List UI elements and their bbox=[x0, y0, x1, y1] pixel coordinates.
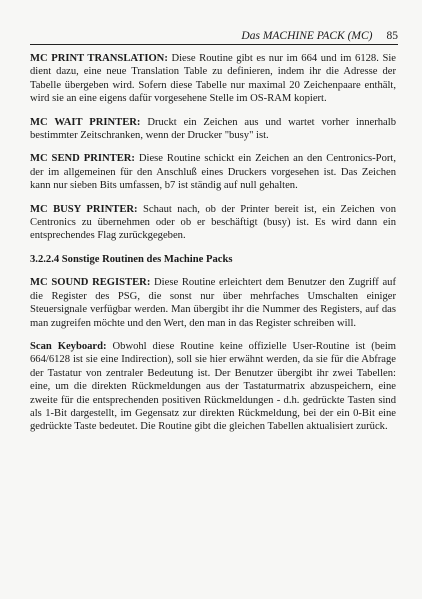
page-number: 85 bbox=[386, 30, 398, 42]
section-heading: 3.2.2.4 Sonstige Routinen des Machine Packs bbox=[30, 253, 233, 265]
paragraph-mc-wait-printer bbox=[30, 116, 396, 143]
page-body bbox=[30, 52, 396, 444]
term-label: MC SOUND REGISTER: bbox=[30, 277, 151, 289]
term-label: MC PRINT TRANSLATION: bbox=[30, 53, 168, 64]
term-label: Scan Keyboard: bbox=[30, 340, 107, 352]
paragraph-mc-busy-printer bbox=[30, 203, 396, 243]
running-head bbox=[30, 22, 398, 45]
paragraph-text: Diese Routine erleichtert dem Benutzer den Zugriff auf die Register des PSG, die sonst nur über mehrfaches Umschalten einiger Steuersignale verfügbar werden. Man übergibt ihr die Nummer des Registers, auf das man zugreifen möchte und den Wert, den man in das Register schreiben will. bbox=[30, 277, 396, 329]
paragraph-scan-keyboard bbox=[30, 340, 396, 434]
paragraph-mc-sound-register bbox=[30, 276, 396, 330]
paragraph-mc-send-printer bbox=[30, 152, 396, 192]
paragraph-mc-print-translation bbox=[30, 52, 396, 106]
paragraph-text: Diese Routine gibt es nur im 664 und im 6128. Sie dient dazu, eine neue Translation Table zu definieren, indem ihr die Adresse der Tabelle übergeben wird. Sofern diese Tabelle nur maximal 20 Zeichenpaare enthält, wird sie an eine eigens dafür vorgesehene Stelle im OS-RAM kopiert. bbox=[30, 53, 396, 105]
paragraph-text: Diese Routine schickt ein Zeichen an den Centronics-Port, der im allgemeinen für den Anschluß eines Druckers vorgesehen ist. Das Zeichen kann nur sieben Bits umfassen, b7 ist ständig auf null gehalten. bbox=[30, 153, 396, 192]
term-label: MC WAIT PRINTER: bbox=[30, 116, 141, 128]
term-label: MC SEND PRINTER: bbox=[30, 153, 135, 165]
term-label: MC BUSY PRINTER: bbox=[30, 203, 138, 215]
running-head-title: Das MACHINE PACK (MC) bbox=[241, 30, 373, 42]
paragraph-text: Druckt ein Zeichen aus und wartet vorher innerhalb bestimmter Zeitschranken, wenn der Drucker "busy" ist. bbox=[30, 116, 397, 142]
paragraph-text: Schaut nach, ob der Printer bereit ist, ein Zeichen von Centronics zu übernehmen oder ob er beschäftigt (busy) ist. Es wird dann ein entsprechendes Flag zurückgegeben. bbox=[30, 203, 396, 242]
paragraph-text: Obwohl diese Routine keine offizielle User-Routine ist (beim 664/6128 ist sie eine Indirection), soll sie hier erwähnt werden, da sie für die Abfrage der Tastatur von zentraler Bedeutung ist. Der Benutzer übergibt ihr zwei Tabellen: eine, um die direkten Rückmeldungen aus der Tastaturmatrix abzuspeichern, eine zweite für die entsprechenden positiven Rückmeldungen - d.h. gedrückte Tasten sind als 1-Bit dargestellt, im Gegensatz zur direkten Rückmeldung, bei der ein 0-Bit eine gedrückte Taste bedeutet. Die Routine gibt die gleichen Tabellen aktualisiert zurück. bbox=[30, 340, 396, 433]
